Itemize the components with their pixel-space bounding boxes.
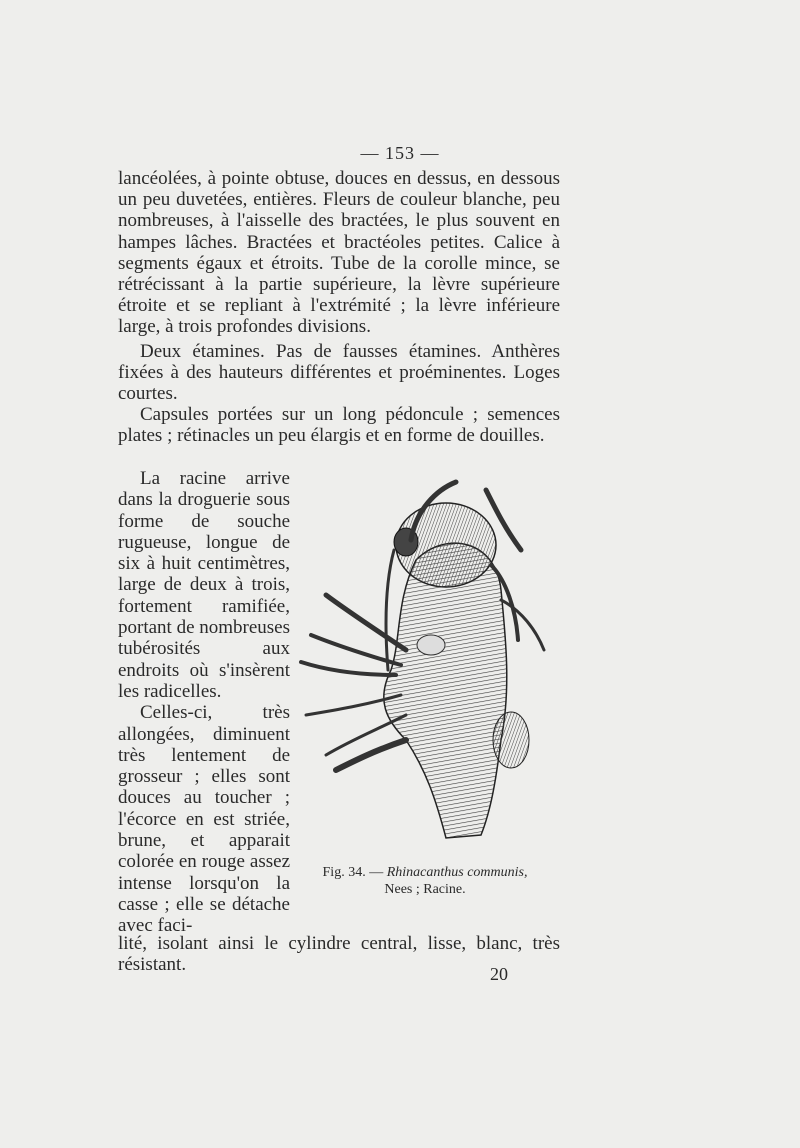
caption-suffix: Nees ; Racine. [384, 882, 466, 897]
page-number: — 153 — [360, 143, 440, 163]
paragraph-description [118, 168, 560, 338]
root-description-column [118, 468, 290, 937]
paragraph-5: Celles-ci, très allongées, diminuent très lentement de grosseur ; elles sont douces au toucher ; l'écorce en est striée, brune, et apparait colorée en rouge assez intense lorsqu'on la casse ; elle se détache avec faci- [118, 702, 290, 937]
caption-prefix: Fig. 34. — [322, 865, 384, 880]
root-illustration [296, 470, 558, 845]
paragraph-stamens [118, 341, 560, 405]
paragraph-capsules [118, 404, 560, 446]
root-engraving-icon [296, 470, 558, 845]
paragraph-4: La racine arrive dans la droguerie sous forme de souche rugueuse, longue de six à huit centimètres, large de deux à trois, fortement ramifiée, portant de nombreuses tubérosités aux endroits où s'insèrent les radicelles. [118, 468, 291, 702]
paragraph-1: lancéolées, à pointe obtuse, douces en dessus, en dessous un peu duvetées, entières. Fleurs de couleur blanche, peu nombreuses, à l'aisselle des bractées, le plus souvent en hampes lâches. Bractées et bractéoles petites. Calice à segments égaux et étroits. Tube de la corolle mince, se rétrécissant à la partie supérieure, la lèvre supérieure étroite et se repliant à l'extrémité ; la lèvre inférieure large, à trois profondes divisions. [118, 168, 560, 338]
signature-mark: 20 [490, 964, 508, 984]
paragraph-2: Deux étamines. Pas de fausses étamines. Anthères fixées à des hauteurs différentes et proéminentes. Loges courtes. [118, 341, 560, 405]
paragraph-6: lité, isolant ainsi le cylindre central, lisse, blanc, très résistant. [118, 933, 560, 976]
caption-species: Rhinacanthus communis, [386, 865, 528, 880]
figure-caption [300, 864, 550, 898]
paragraph-3: Capsules portées sur un long pédoncule ; semences plates ; rétinacles un peu élargis et en forme de douilles. [118, 404, 560, 447]
